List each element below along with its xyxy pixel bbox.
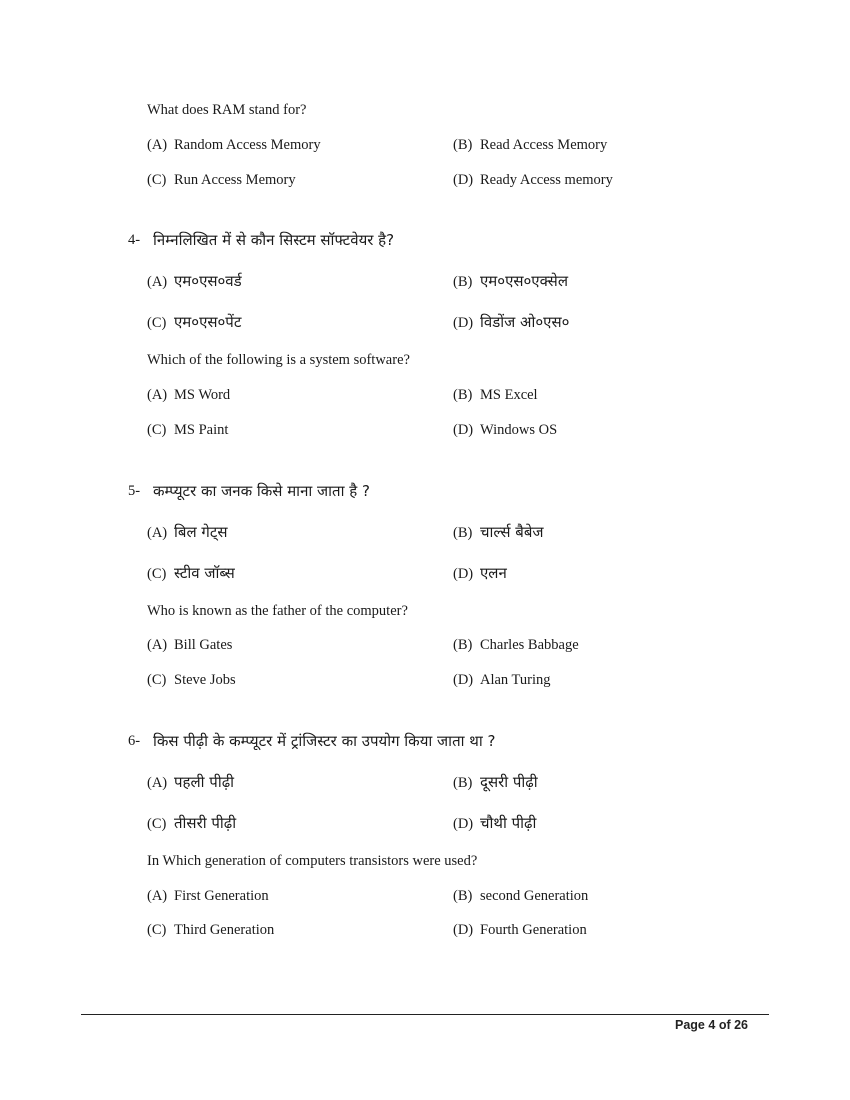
- option-4-en-b: [453, 387, 538, 404]
- question-number: 6-: [128, 733, 141, 749]
- question-number: 5-: [128, 483, 141, 499]
- option-text: तीसरी पीढ़ी: [174, 814, 237, 832]
- option-label: (B): [453, 274, 473, 290]
- option-text: Charles Babbage: [480, 637, 579, 653]
- option-text: Steve Jobs: [174, 672, 236, 688]
- question-6-en: In Which generation of computers transistors were used?: [147, 853, 478, 869]
- option-text: पहली पीढ़ी: [174, 773, 235, 791]
- option-label: (B): [453, 775, 473, 791]
- option-label: (A): [147, 387, 168, 403]
- option-6-en-b: [453, 888, 588, 905]
- option-label: (C): [147, 672, 167, 688]
- option-5-en-a: [147, 637, 232, 654]
- option-text: second Generation: [480, 888, 589, 904]
- option-label: (A): [147, 525, 168, 541]
- option-label: (B): [453, 637, 473, 653]
- option-text: दूसरी पीढ़ी: [480, 773, 538, 791]
- option-text: एम०एस०पेंट: [174, 313, 242, 331]
- option-5-hi-b: [453, 522, 544, 542]
- option-text: MS Word: [174, 387, 231, 403]
- option-label: (A): [147, 274, 168, 290]
- option-label: (A): [147, 637, 168, 653]
- option-text: Third Generation: [174, 922, 275, 938]
- option-5-hi-c: [147, 563, 235, 583]
- option-4-hi-b: [453, 271, 568, 291]
- option-label: (C): [147, 816, 167, 832]
- option-text: Fourth Generation: [480, 922, 587, 938]
- option-label: (C): [147, 172, 167, 188]
- option-text: MS Paint: [174, 422, 229, 438]
- option-6-hi-c: [147, 813, 236, 833]
- option-5-hi-a: [147, 522, 228, 542]
- option-label: (A): [147, 888, 168, 904]
- option-4-en-c: [147, 422, 228, 439]
- question-6-hi: किस पीढ़ी के कम्प्यूटर में ट्रांजिस्टर का उपयोग किया जाता था ?: [153, 732, 496, 750]
- option-4-en-a: [147, 387, 230, 404]
- option-label: (B): [453, 888, 473, 904]
- option-label: (B): [453, 387, 473, 403]
- option-ram-c: [147, 172, 296, 189]
- option-6-hi-d: [453, 813, 536, 833]
- option-text: बिल गेट्स: [174, 523, 228, 541]
- option-label: (B): [453, 137, 473, 153]
- page-label: Page: [675, 1018, 705, 1032]
- page-footer: [675, 1018, 748, 1032]
- question-5-en: Who is known as the father of the computer?: [147, 603, 408, 619]
- question-4-hi: निम्नलिखित में से कौन सिस्टम सॉफ्टवेयर है?: [153, 231, 395, 249]
- footer-rule: [81, 1014, 769, 1015]
- option-label: (C): [147, 566, 167, 582]
- option-ram-d: [453, 172, 613, 189]
- option-text: एम०एस०एक्सेल: [480, 272, 568, 290]
- total-pages: 26: [734, 1018, 749, 1032]
- option-6-en-d: [453, 922, 587, 939]
- option-6-en-a: [147, 888, 269, 905]
- question-ram-en: What does RAM stand for?: [147, 102, 307, 118]
- question-4-en: Which of the following is a system software?: [147, 352, 410, 368]
- option-text: Random Access Memory: [174, 137, 321, 153]
- option-label: (A): [147, 775, 168, 791]
- option-5-en-d: [453, 672, 551, 689]
- option-text: चौथी पीढ़ी: [480, 814, 537, 832]
- option-label: (D): [453, 672, 474, 688]
- option-5-en-c: [147, 672, 236, 689]
- option-label: (D): [453, 172, 474, 188]
- option-text: चार्ल्स बैबेज: [480, 523, 544, 541]
- option-label: (A): [147, 137, 168, 153]
- option-4-hi-c: [147, 312, 241, 332]
- option-label: (C): [147, 422, 167, 438]
- option-label: (D): [453, 816, 474, 832]
- page-number: 4: [708, 1018, 716, 1032]
- option-text: Windows OS: [480, 422, 558, 438]
- option-text: एम०एस०वर्ड: [174, 272, 242, 290]
- option-label: (D): [453, 315, 474, 331]
- option-label: (D): [453, 422, 474, 438]
- option-5-en-b: [453, 637, 579, 654]
- option-label: (B): [453, 525, 473, 541]
- question-5-hi: कम्प्यूटर का जनक किसे माना जाता है ?: [153, 482, 370, 500]
- option-6-hi-b: [453, 772, 538, 792]
- option-4-hi-a: [147, 271, 242, 291]
- option-ram-a: [147, 137, 321, 154]
- option-text: विडोंज ओ०एस०: [480, 313, 570, 331]
- option-text: स्टीव जॉब्स: [174, 564, 235, 582]
- option-label: (D): [453, 566, 474, 582]
- option-text: First Generation: [174, 888, 269, 904]
- option-text: Run Access Memory: [174, 172, 296, 188]
- of-label: of: [718, 1018, 731, 1032]
- option-text: MS Excel: [480, 387, 538, 403]
- question-number: 4-: [128, 232, 141, 248]
- option-text: एलन: [480, 564, 507, 582]
- option-text: Ready Access memory: [480, 172, 613, 188]
- option-6-hi-a: [147, 772, 234, 792]
- option-label: (D): [453, 922, 474, 938]
- option-text: Read Access Memory: [480, 137, 608, 153]
- option-text: Bill Gates: [174, 637, 233, 653]
- option-text: Alan Turing: [480, 672, 551, 688]
- option-4-hi-d: [453, 312, 569, 332]
- option-label: (C): [147, 315, 167, 331]
- option-5-hi-d: [453, 563, 507, 583]
- option-label: (C): [147, 922, 167, 938]
- option-6-en-c: [147, 922, 274, 939]
- option-4-en-d: [453, 422, 557, 439]
- option-ram-b: [453, 137, 607, 154]
